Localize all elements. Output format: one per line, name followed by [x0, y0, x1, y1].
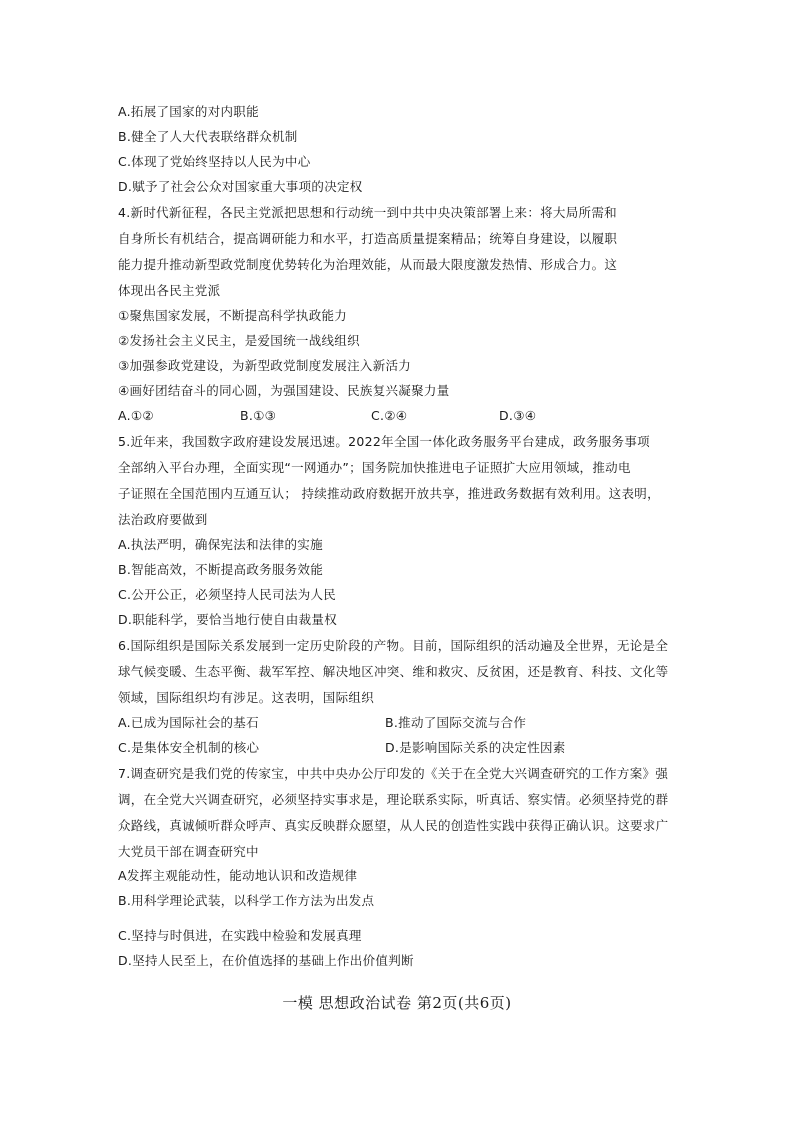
q7-option-c: C.坚持与时俱进，在实践中检验和发展真理	[118, 928, 362, 943]
q7-stem-line: 7.调查研究是我们党的传家宝，中共中央办公厅印发的《关于在全党大兴调查研究的工作方案》强	[118, 766, 669, 781]
q4-stem-line: 自身所长有机结合，提高调研能力和水平，打造高质量提案精品；统筹自身建设，以履职	[118, 231, 618, 246]
q7-stem-line: 众路线，真诚倾听群众呼声、真实反映群众愿望，从人民的创造性实践中获得正确认识。这要求广	[118, 818, 669, 833]
q7-option-d: D.坚持人民至上，在价值选择的基础上作出价值判断	[118, 953, 414, 968]
q5-stem-line: 法治政府要做到	[118, 512, 208, 527]
q4-statement-4: ④画好团结奋斗的同心圆，为强国建设、民族复兴凝聚力量	[118, 383, 450, 398]
q5-stem-line: 子证照在全国范围内互通互认； 持续推动政府数据开放共享，推进政务数据有效利用。这表明，	[118, 486, 660, 501]
q4-option-d: D.③④	[499, 408, 537, 423]
q6-option-d: D.是影响国际关系的决定性因素	[385, 740, 566, 755]
q5-option-b: B.智能高效，不断提高政务服务效能	[118, 562, 324, 577]
q7-option-b: B.用科学理论武装，以科学工作方法为出发点	[118, 893, 375, 908]
q7-option-a: A发挥主观能动性，能动地认识和改造规律	[118, 868, 358, 883]
q4-stem-line: 能力提升推动新型政党制度优势转化为治理效能，从而最大限度激发热情、形成合力。这	[118, 257, 618, 272]
q3-option-b: B.健全了人大代表联络群众机制	[118, 129, 298, 144]
q4-option-c: C.②④	[371, 408, 408, 423]
q5-stem-line: 5.近年来，我国数字政府建设发展迅速。2022年全国一体化政务服务平台建成，政务服务事项	[118, 434, 650, 449]
q4-stem-line: 4.新时代新征程，各民主党派把思想和行动统一到中共中央决策部署上来：将大局所需和	[118, 205, 617, 220]
q5-option-a: A.执法严明，确保宪法和法律的实施	[118, 537, 323, 552]
q6-stem-line: 领域，国际组织均有涉足。这表明，国际组织	[118, 690, 375, 705]
q4-statement-3: ③加强参政党建设，为新型政党制度发展注入新活力	[118, 358, 412, 373]
q5-option-d: D.职能科学，要恰当地行使自由裁量权	[118, 612, 337, 627]
q6-option-c: C.是集体安全机制的核心	[118, 740, 260, 755]
q3-option-a: A.拓展了国家的对内职能	[118, 104, 259, 119]
q4-option-b: B.①③	[240, 408, 277, 423]
q3-option-c: C.体现了党始终坚持以人民为中心	[118, 154, 311, 169]
q6-stem-line: 球气候变暖、生态平衡、裁军军控、解决地区冲突、维和救灾、反贫困，还是教育、科技、文化等	[118, 664, 669, 679]
q7-stem-line: 大党员干部在调查研究中	[118, 844, 259, 859]
q6-stem-line: 6.国际组织是国际关系发展到一定历史阶段的产物。目前，国际组织的活动遍及全世界，无论是全	[118, 638, 669, 653]
page-footer: 一模 思想政治试卷 第2页(共6页)	[282, 994, 512, 1012]
q6-option-b: B.推动了国际交流与合作	[385, 715, 527, 730]
q6-option-a: A.已成为国际社会的基石	[118, 715, 259, 730]
q4-option-a: A.①②	[118, 408, 154, 423]
q5-option-c: C.公开公正，必须坚持人民司法为人民	[118, 587, 337, 602]
q4-statement-2: ②发扬社会主义民主，是爱国统一战线组织	[118, 333, 360, 348]
q4-statement-1: ①聚焦国家发展，不断提高科学执政能力	[118, 308, 348, 323]
q7-stem-line: 调，在全党大兴调查研究，必须坚持实事求是，理论联系实际，听真话、察实情。必须坚持党的群	[118, 792, 669, 807]
q5-stem-line: 全部纳入平台办理，全面实现“一网通办”；国务院加快推进电子证照扩大应用领域，推动电	[118, 460, 631, 475]
q3-option-d: D.赋予了社会公众对国家重大事项的决定权	[118, 179, 363, 194]
q4-stem-line: 体现出各民主党派	[118, 283, 221, 298]
